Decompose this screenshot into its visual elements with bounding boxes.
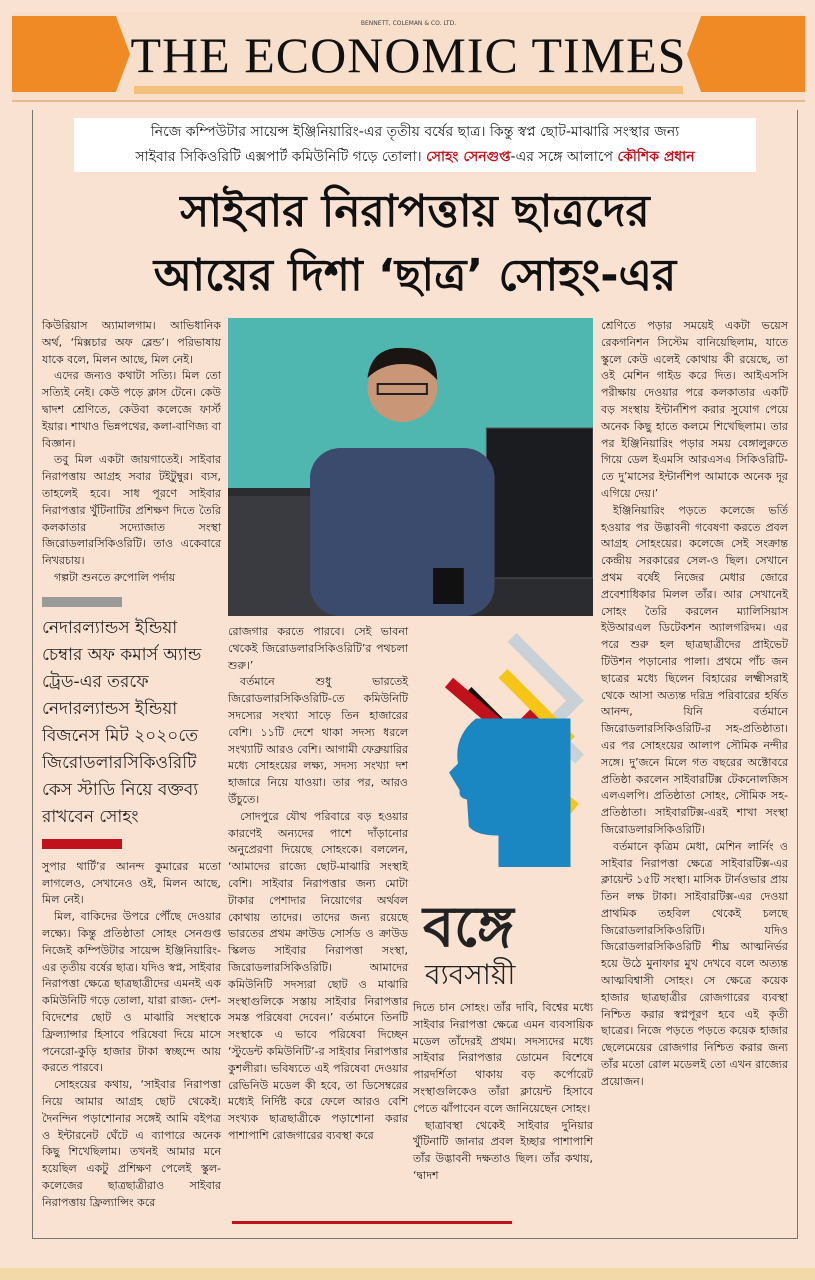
headline <box>42 180 788 308</box>
paragraph: ছাত্রাবস্থা থেকেই সাইবার দুনিয়ার খুঁটিনাটি জানার প্রবল ইচ্ছার পাশাপাশি তাঁর উদ্ভাবনী দক্ষতাও ছিল। তাঁর কথায়, ‘দ্বাদশ <box>413 1118 594 1182</box>
article <box>32 110 798 1239</box>
paragraph: বর্তমানে কৃত্রিম মেধা, মেশিন লার্নিং ও সাইবার নিরাপত্তা ক্ষেত্রে সাইবারটিক্স-এর ক্লায়েন্ট ১৫টি সংস্থা। মাসিক টার্নওভার প্রায় তিন লক্ষ টাকা। সাইবারটিক্স-এর দেওয়া প্রাথমিক তহবিল থেকেই চলছে জিরোডলারসিকিওরিটি। যদিও জিরোডলারসিকিওরিটি শীঘ্র আত্মনির্ভর হয়ে উঠে মুনাফার মুখ দেখবে বলে অত্যন্ত আত্মবিশ্বাসী সোহং। সে ক্ষেত্রে কয়েক হাজার ছাত্রছাত্রীর রোজগারের ব্যবস্থা নিশ্চিত করার স্বপ্নপূরণ হবে এই কৃতী ছাত্রের। নিজে পড়তে পড়তে কয়েক হাজার ছেলেমেয়ের রোজগার নিশ্চিত করার জন্য তাঁর মতো রোল মডেলই তো এখন রাজ্যের প্রয়োজন। <box>601 839 788 1088</box>
bonge-byabsayi-logo <box>413 624 593 992</box>
column-1-top <box>42 318 221 587</box>
paragraph: সোহংয়ের কথায়, ‘সাইবার নিরাপত্তা নিয়ে আমার আগ্রহ ছোট থেকেই। দৈনন্দিন পড়াশোনার সঙ্গেই আমি বইপত্র ও ইন্টারনেট ঘেঁটে এ ব্যাপারে অনেক কিছু শিখেছিলাম। তখনই আমার মনে হয়েছিল একটু প্রশিক্ষণ পেলেই স্কুল-কলেজের ছাত্রছাত্রীরাও সাইবার নিরাপত্তায় ফ্রিল্যান্সিং করে <box>42 1078 222 1209</box>
photo-sohang-sengupta <box>228 318 593 616</box>
interviewee-name: সোহং সেনগুপ্ত <box>426 149 511 165</box>
paragraph: সুপার থার্টি’র আনন্দ কুমারের মতো লাগলেও, সেখানেও ওই, মিলন আছে, মিল নেই। <box>42 859 222 907</box>
dateline-bar <box>134 86 683 94</box>
intro-text: -এর সঙ্গে আলাপে <box>510 149 613 165</box>
paragraph: গল্পটা শুনতে রুপোলি পর্দায় <box>54 570 176 584</box>
paragraph: কিউরিয়াস অ্যামালগাম। আভিধানিক অর্থ, ‘মিক্সচার অফ ব্লেন্ড’। পরিভাষায় যাকে বলে, মিলন আছে, মিল নেই। <box>42 319 222 366</box>
headline-line-1: সাইবার নিরাপত্তায় ছাত্রদের <box>180 186 650 237</box>
masthead-promo-right <box>687 16 805 92</box>
paragraph: সোদপুরে যৌথ পরিবারে বড় হওয়ার কারণেই অন্যদের পাশে দাঁড়ানোর অনুপ্রেরণা দিয়েছে সোহংকে। বললেন, ‘আমাদের রাজ্যে ছোট-মাঝারি সংস্থাই বেশি। সাইবার নিরাপত্তার জন্য মোটা টাকার পেশাদার নিয়োগের অর্থবল কোথায় তাদের। তাদের জন্য রয়েছে ভারতের প্রথম ক্রাউড সোর্সড ও ক্রাউড স্কিলড সাইবার নিরাপত্তা সংস্থা, জিরোডলারসিকিওরিটি। আমাদের কমিউনিটি সদস্যরা ছোট ও মাঝারি সংস্থাগুলিকে সস্তায় সাইবার নিরাপত্তার সমস্ত পরিষেবা দেবেন।’ বর্তমানে তিনটি সংস্থাকে এ ভাবে পরিষেবা দিচ্ছেন ‘স্টুডেন্ট কমিউনিটি’-র সাইবার নিরাপত্তার কুশলীরা। ভবিষ্যতে এই পরিষেবা দেওয়ার রেভিনিউ মডেল কী হবে, তা ডিসেম্বরের মধ্যেই নির্দিষ্ট করে ফেলে আরও বেশি সংখ্যক ছাত্রছাত্রীকে পড়াশোনা করার পাশাপাশি রোজগারের ব্যবস্থা করে <box>228 809 409 1142</box>
logo-text-line-2: ব্যবসায়ী <box>425 958 516 991</box>
bottom-strip <box>0 1268 815 1280</box>
paragraph: বর্তমানে শুধু ভারতেই জিরোডলারসিকিওরিটি-তে কমিউনিটি সদস্যের সংখ্যা সাড়ে তিন হাজারের বেশি। ১১টি দেশে থাকা সদস্য ধরলে সংখ্যাটি আরও বেশি। আগামী ফেব্রুয়ারির মধ্যে সোহংয়ের লক্ষ্য, সদস্য সংখ্যা দশ হাজারে নিয়ে যাওয়া। তার পর, আরও উঁচুতে। <box>228 675 409 806</box>
column-1-bottom <box>42 859 221 1212</box>
paragraph: দিতে চান সোহং। তাঁর দাবি, বিশ্বের মধ্যে সাইবার নিরাপত্তা ক্ষেত্রে এমন ব্যবসায়িক মডেল তাঁদেরই প্রথম। সদস্যদের মধ্যে সাইবার নিরাপত্তার ডোমেন বিশেষে পারদর্শিতা থাকায় বড় কর্পোরেট সংস্থাগুলিকেও তাঁরা ক্লায়েন্ট হিসাবে পেতে ঝাঁপাবেন বলে জানিয়েছেন সোহং। <box>413 1001 594 1115</box>
paragraph: এদের জন্যও কথাটা সত্যি। মিল তো সত্যিই নেই। কেউ পড়ে ক্লাস টেনে। কেউ দ্বাদশ শ্রেণিতে, কেউবা কলেজে ফার্স্ট ইয়ার। শাখাও ভিন্নপথের, কলা-বাণিজ্য বা বিজ্ঞান। <box>42 369 222 450</box>
red-rule <box>42 839 122 849</box>
author-name: কৌশিক প্রধান <box>617 149 695 165</box>
sidebar-headline: নেদারল্যান্ডস ইন্ডিয়া চেম্বার অফ কমার্স অ্যান্ড ট্রেড-এর তরফে নেদারল্যান্ডস ইন্ডিয়া বিজনেস মিট ২০২০তে জিরোডলারসিকিওরিটি কেস স্টাডি নিয়ে বক্তব্য রাখবেন সোহং <box>42 617 202 827</box>
middle-area <box>228 318 593 1185</box>
intro-line: নিজে কম্পিউটার সায়েন্স ইঞ্জিনিয়ারিং-এর তৃতীয় বর্ষের ছাত্র। কিন্তু স্বপ্ন ছোট-মাঝারি সংস্থার জন্য <box>150 124 680 140</box>
publisher: BENNETT, COLEMAN & CO. LTD. <box>360 20 457 27</box>
grey-rule <box>42 597 122 607</box>
newspaper-title: THE ECONOMIC TIMES <box>130 27 687 83</box>
bottom-red-rule <box>232 1221 512 1224</box>
paragraph: মিল, বাকিদের উপরে পৌঁছে দেওয়ার লক্ষ্যে। কিন্তু প্রতিষ্ঠাতা সোহং সেনগুপ্ত নিজেই কম্পিউটার সায়েন্স ইঞ্জিনিয়ারিং-এর তৃতীয় বর্ষের ছাত্র। যদিও স্বপ্ন, সাইবার নিরাপত্তা ক্ষেত্রে ছাত্রছাত্রীদের এমনই এক কমিউনিটি গড়ে তোলা, যারা রাজ্য- দেশ-বিদেশের ছোট ও মাঝারি সংস্থাকে ফ্রিল্যান্সার হিসাবে পরিষেবা দিয়ে মাসে পনেরো-কুড়ি হাজার টাকা স্বচ্ছন্দে আয় করতে পারবে। <box>42 910 222 1075</box>
paragraph: তবু মিল একটা জায়গাতেই। সাইবার নিরাপত্তায় আগ্রহ সবার টইটুম্বুর। ব্যস, তাহলেই হবে। সাধ পূরণে সাইবার নিরাপত্তার খুঁটিনাটির প্রশিক্ষণ দিতে তৈরি কলকাতার সদ্যোজাত সংস্থা জিরোডলারসিকিওরিটি। তাও একেবারে নিখরচায়। <box>42 453 222 568</box>
paragraph: ইঞ্জিনিয়ারিং পড়তে কলেজে ভর্তি হওয়ার পর উদ্ভাবনী গবেষণা করতে প্রবল আগ্রহ সোহংয়ের। কলেজে সেই সংক্রান্ত কেন্দ্রীয় সরকারের সেল-ও ছিল। সেখানে প্রথম বর্ষেই নিজের মেধার জোরে প্রবেশাধিকার মিলল তাঁর। আর সেখানেই সোহং তৈরি করলেন ম্যালিসিয়াস ইউআরএল ডিটেকশন অ্যালগরিদম। এর পরে শুরু হল ছাত্রছাত্রীদের প্রাইভেট টিউশন পড়ানোর পালা। প্রথমে পাঁচ জন ছাত্রের মধ্যে ছিলেন বিহারের লক্ষ্মীসরাই থেকে আসা অত্যন্ত দরিদ্র পরিবারের হর্ষিত আনন্দ, যিনি বর্তমানে জিরোডলারসিকিওরিটি-র সহ-প্রতিষ্ঠাতা। এর পর সোহংয়ের আলাপ সৌমিক নন্দীর সঙ্গে। দু’জনে মিলে গত বছরের অক্টোবরে প্রতিষ্ঠা করলেন সাইবারটিক্স টেকনোলজিস এলএলপি। প্রতিষ্ঠাতা সোহং, সৌমিক সহ-প্রতিষ্ঠাতা। সাইবারটিক্স-এরই শাখা সংস্থা জিরোডলারসিকিওরিটি। <box>601 503 788 836</box>
paragraph: রোজগার করতে পারবে। সেই ভাবনা থেকেই জিরোডলারসিকিওরিটি’র পথচলা শুরু।’ <box>228 625 409 672</box>
column-3 <box>413 1000 593 1185</box>
article-body <box>42 318 788 1211</box>
column-2 <box>228 624 408 1145</box>
masthead <box>12 12 805 102</box>
headline-line-2: আয়ের দিশা ‘ছাত্র’ সোহং-এর <box>153 250 677 301</box>
middle-columns <box>228 624 593 1185</box>
column-3-wrap <box>413 624 593 1185</box>
left-column <box>42 318 221 1211</box>
logo-text-line-1: বঙ্গে <box>423 895 514 960</box>
paragraph: শ্রেণিতে পড়ার সময়েই একটা ভয়েস রেকগনিশন সিস্টেম বানিয়েছিলাম, যাতে স্কুলে কেউ এলেই কোথায় কী রয়েছে, তা ওই মেশিন গাইড করে দিত। আইএসসি পরীক্ষায় দেওয়ার পরে কলকাতার একটি বড় সংস্থায় ইন্টার্নশিপ করার সুযোগ পেয়ে অনেক কিছু হাতে কলমে শিখেছিলাম। তার পর ইঞ্জিনিয়ারিং পড়ার সময় বেঙ্গালুরুতে গিয়ে ডেল ইএমসি আরএসএ সিকিওরিটি-তে দু’মাসের ইন্টার্নশিপ আমাকে অনেক দূর এগিয়ে দেয়।’ <box>601 319 788 500</box>
intro-line: সাইবার সিকিওরিটি এক্সপার্ট কমিউনিটি গড়ে তোলা। <box>135 149 422 165</box>
article-intro <box>74 118 756 172</box>
column-4 <box>601 318 788 1091</box>
sidebar-box <box>42 597 221 849</box>
